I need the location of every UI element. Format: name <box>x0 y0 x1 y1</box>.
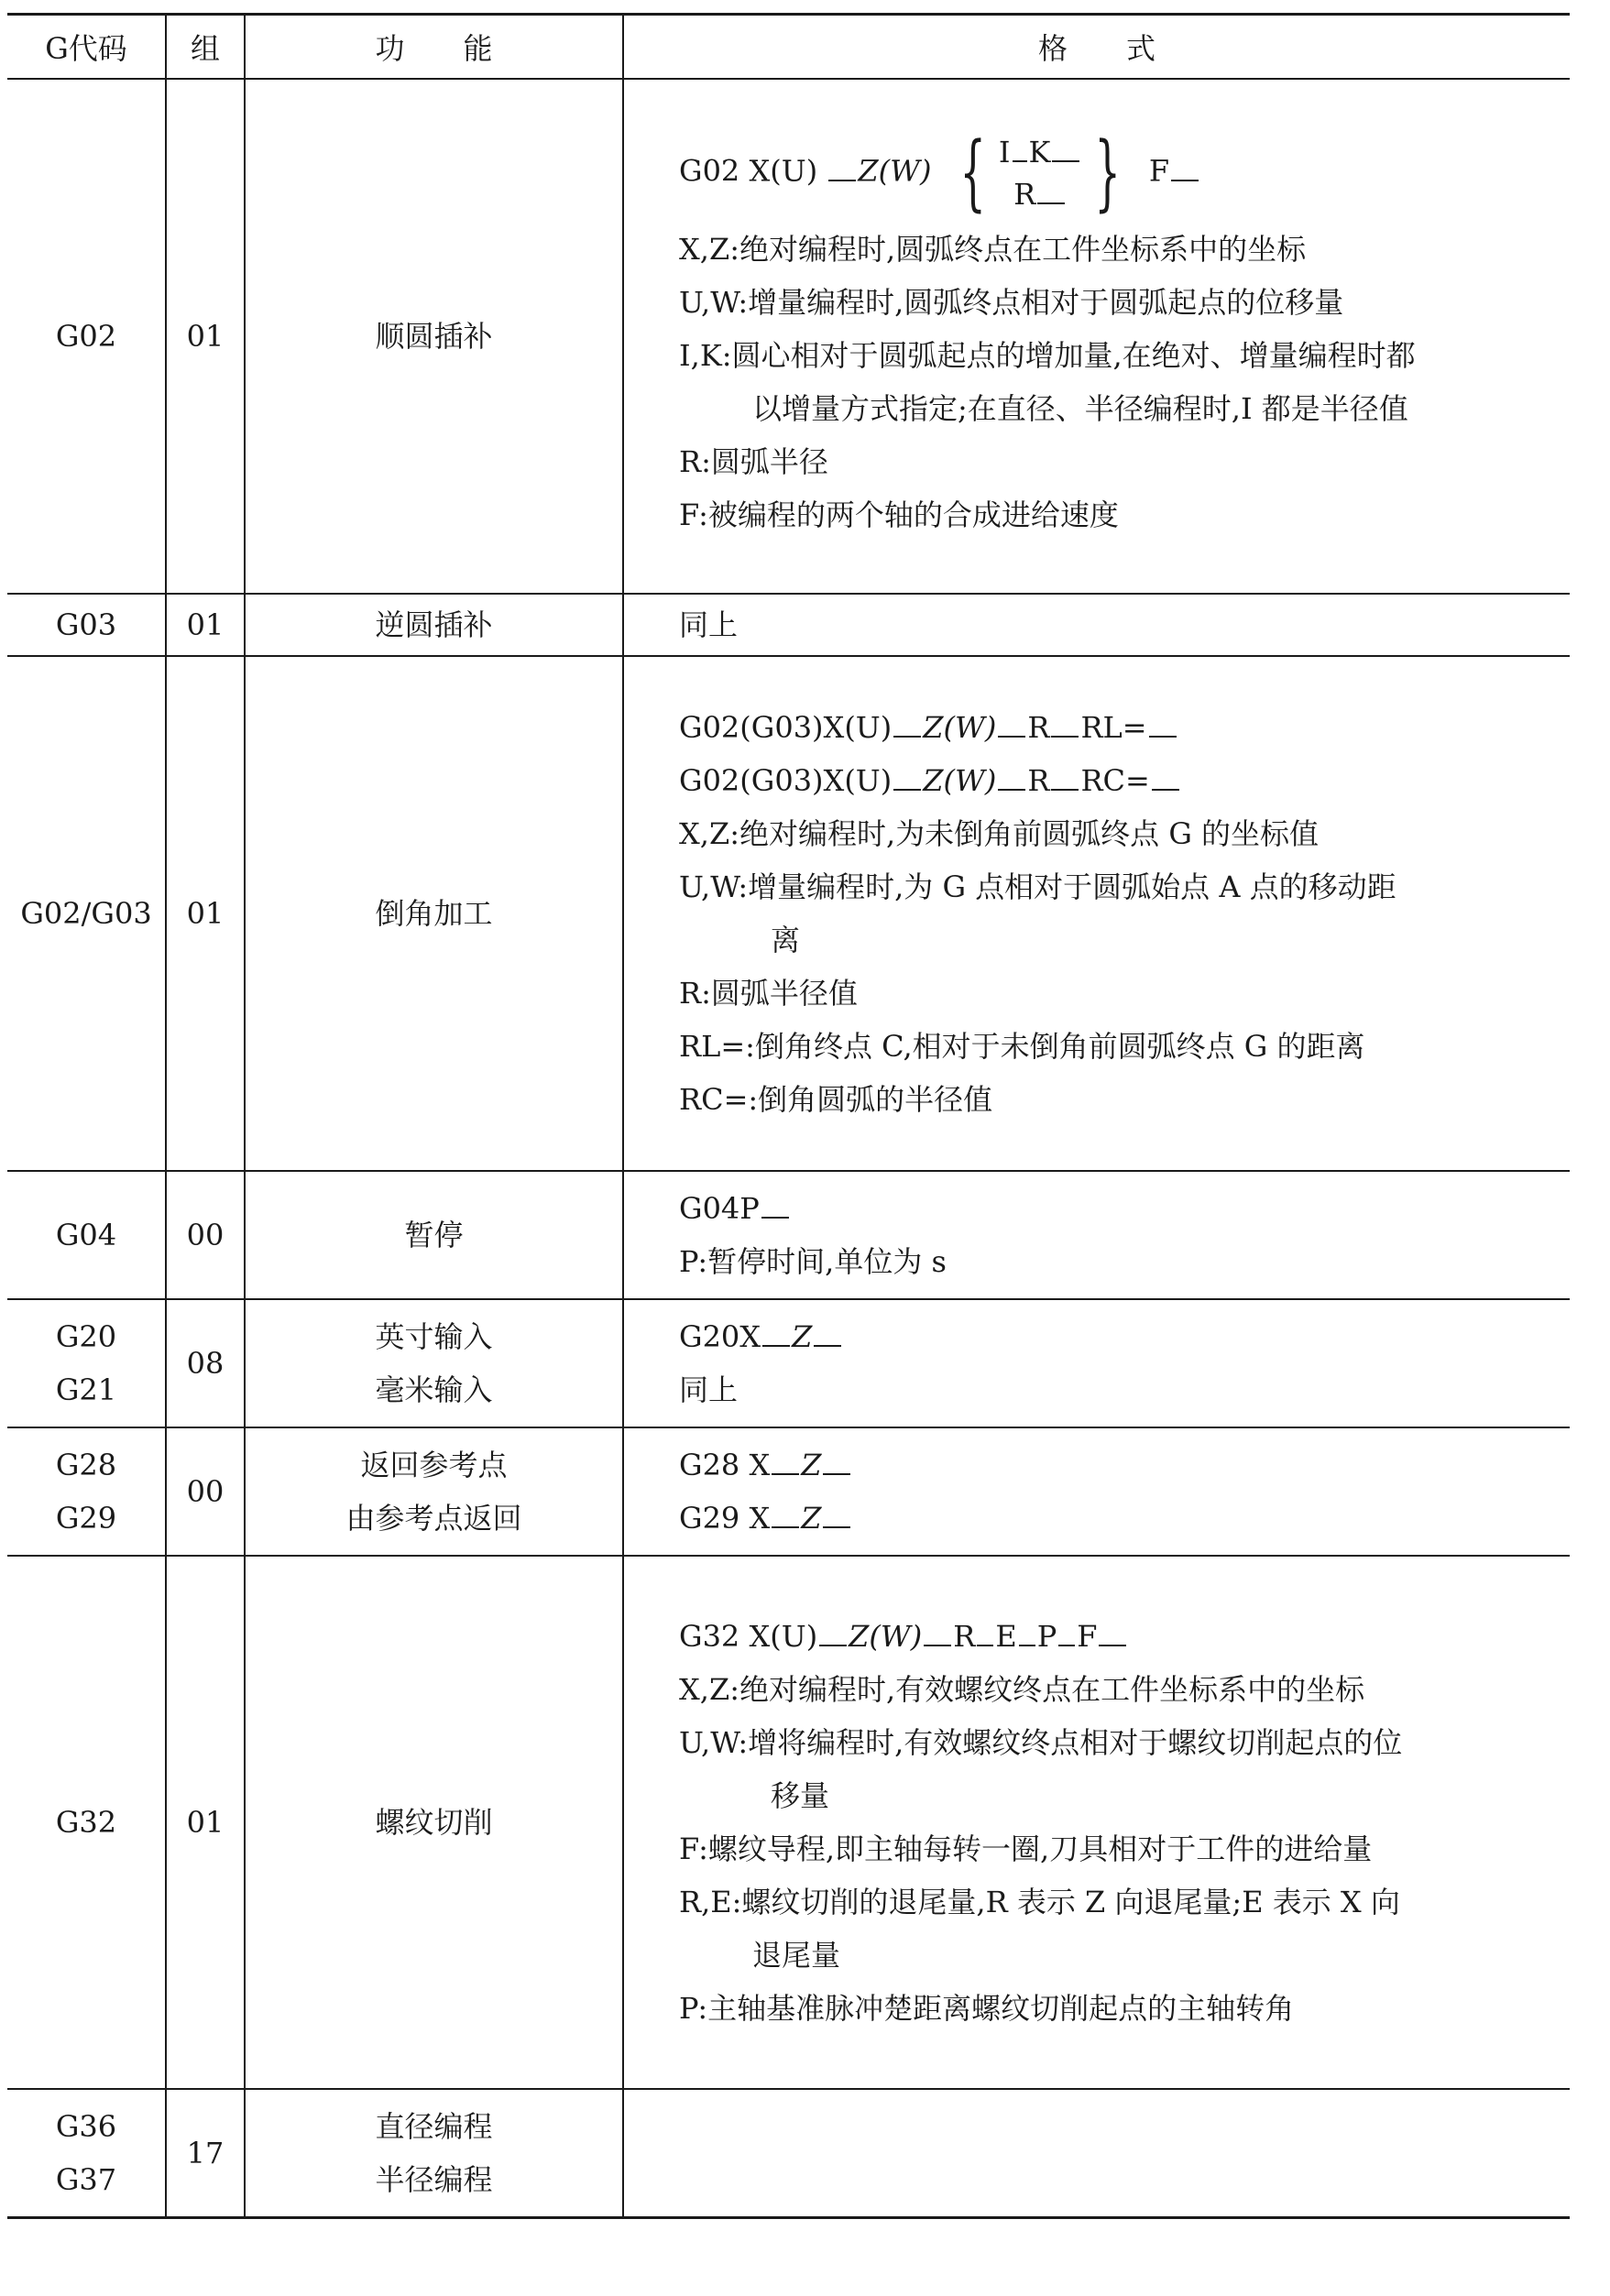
function-cell <box>245 2089 623 2218</box>
syntax-part: G02(G03)X(U) <box>679 710 893 745</box>
format-cell <box>623 2089 1570 2218</box>
syntax-part: Z(W) <box>849 1619 923 1654</box>
table-row <box>7 656 1570 1171</box>
arg-blank <box>1171 152 1199 181</box>
code-cell: G03 <box>7 594 166 656</box>
group-cell: 08 <box>166 1299 245 1427</box>
syntax-part: G32 X(U) <box>679 1619 818 1654</box>
format-line: 同上 <box>679 1372 739 1407</box>
group-cell: 01 <box>166 79 245 594</box>
format-line: R:圆弧半径 <box>679 444 828 479</box>
syntax-part: F <box>1148 153 1170 189</box>
header-code: G代码 <box>7 15 166 80</box>
function-cell <box>245 1427 623 1556</box>
table-row <box>7 1556 1570 2089</box>
syntax-part: Z(W) <box>858 153 932 189</box>
code-text: G36 <box>55 2109 117 2144</box>
arg-blank <box>828 152 856 181</box>
table-row <box>7 79 1570 594</box>
arg-blank <box>762 1317 790 1347</box>
syntax-part: Z(W) <box>923 763 997 798</box>
syntax-part: P <box>1036 1619 1057 1654</box>
format-line: I,K:圆心相对于圆弧起点的增加量,在绝对、增量编程时都 <box>679 338 1416 373</box>
format-line: P:主轴基准脉冲楚距离螺纹切削起点的主轴转角 <box>679 1991 1295 2026</box>
function-cell: 暂停 <box>245 1171 623 1299</box>
format-syntax <box>679 1182 1557 1235</box>
left-brace-icon: { <box>958 125 986 221</box>
code-cell: G02/G03 <box>7 656 166 1171</box>
format-line: 移量 <box>771 1778 830 1813</box>
syntax-part: G29 X <box>679 1501 771 1536</box>
group-cell: 01 <box>166 594 245 656</box>
syntax-part: Z <box>801 1501 822 1536</box>
format-line: X,Z:绝对编程时,有效螺纹终点在工件坐标系中的坐标 <box>679 1672 1365 1707</box>
arg-blank <box>1058 1617 1075 1646</box>
code-text: G20 <box>55 1319 117 1354</box>
code-cell: G04 <box>7 1171 166 1299</box>
format-cell <box>623 1299 1570 1427</box>
function-text: 返回参考点 <box>360 1448 508 1482</box>
function-text: 直径编程 <box>375 2109 493 2144</box>
arg-blank <box>823 1446 850 1475</box>
arg-blank <box>1149 708 1177 738</box>
arg-blank <box>1152 761 1179 791</box>
syntax-part: RC= <box>1080 763 1150 798</box>
code-text: G02 <box>55 319 117 354</box>
format-syntax <box>679 1492 1557 1545</box>
arg-blank <box>1037 175 1065 204</box>
format-line: F:被编程的两个轴的合成进给速度 <box>679 497 1119 532</box>
syntax-part: Z(W) <box>923 710 997 745</box>
g-code-table <box>7 13 1570 2219</box>
arg-blank <box>1099 1617 1126 1646</box>
format-syntax <box>679 1610 1557 1663</box>
group-cell: 00 <box>166 1171 245 1299</box>
arg-blank <box>1019 1617 1035 1646</box>
arg-blank <box>998 761 1025 791</box>
ik-top2: K <box>1028 135 1051 169</box>
code-cell <box>7 2089 166 2218</box>
arg-blank <box>823 1499 850 1528</box>
header-row <box>7 15 1570 80</box>
arg-blank <box>819 1617 847 1646</box>
syntax-part: R <box>953 1619 976 1654</box>
code-cell <box>7 1427 166 1556</box>
arg-blank <box>1051 708 1079 738</box>
header-group: 组 <box>166 15 245 80</box>
table-row <box>7 1299 1570 1427</box>
format-line: U,W:增量编程时,圆弧终点相对于圆弧起点的位移量 <box>679 285 1344 320</box>
arg-blank <box>814 1317 841 1347</box>
ik-bottom: R <box>1013 177 1036 212</box>
group-cell: 00 <box>166 1427 245 1556</box>
syntax-part: G28 X <box>679 1448 771 1482</box>
code-cell <box>7 1299 166 1427</box>
syntax-part: R <box>1027 710 1050 745</box>
function-text: 毫米输入 <box>375 1372 493 1407</box>
table-row <box>7 2089 1570 2218</box>
right-brace-icon: } <box>1094 125 1122 221</box>
syntax-part: Z <box>801 1448 822 1482</box>
function-cell: 逆圆插补 <box>245 594 623 656</box>
group-cell: 01 <box>166 656 245 1171</box>
syntax-part: RL= <box>1080 710 1147 745</box>
header-function: 功 能 <box>245 15 623 80</box>
group-cell: 17 <box>166 2089 245 2218</box>
function-text: 由参考点返回 <box>345 1501 522 1536</box>
syntax-part: G02(G03)X(U) <box>679 763 893 798</box>
format-line: RC=:倒角圆弧的半径值 <box>679 1082 993 1117</box>
format-syntax <box>679 754 1557 807</box>
arg-blank <box>761 1189 789 1219</box>
format-syntax <box>679 125 1557 221</box>
function-text: 顺圆插补 <box>375 319 493 354</box>
table-row <box>7 1171 1570 1299</box>
syntax-part: F <box>1077 1619 1098 1654</box>
table-row <box>7 594 1570 656</box>
arg-blank <box>772 1446 799 1475</box>
format-syntax <box>679 1310 1557 1363</box>
format-cell <box>623 1427 1570 1556</box>
format-syntax <box>679 1438 1557 1492</box>
format-line: R,E:螺纹切削的退尾量,R 表示 Z 向退尾量;E 表示 X 向 <box>679 1885 1400 1919</box>
syntax-part: G20X <box>679 1319 761 1354</box>
function-cell: 倒角加工 <box>245 656 623 1171</box>
syntax-part: E <box>995 1619 1017 1654</box>
code-text: G21 <box>55 1372 117 1407</box>
code-cell: G32 <box>7 1556 166 2089</box>
arg-blank <box>1013 133 1027 162</box>
format-line: X,Z:绝对编程时,为未倒角前圆弧终点 G 的坐标值 <box>679 816 1320 851</box>
arg-blank <box>998 708 1025 738</box>
arg-blank <box>977 1617 993 1646</box>
arg-blank <box>1051 761 1079 791</box>
format-line: U,W:增量编程时,为 G 点相对于圆弧始点 A 点的移动距 <box>679 869 1396 904</box>
arg-blank <box>893 761 921 791</box>
table-row <box>7 1427 1570 1556</box>
arg-blank <box>772 1499 799 1528</box>
format-line: R:圆弧半径值 <box>679 976 858 1011</box>
function-cell <box>245 1299 623 1427</box>
code-text: G28 <box>55 1448 117 1482</box>
format-line: U,W:增将编程时,有效螺纹终点相对于螺纹切削起点的位 <box>679 1725 1403 1760</box>
format-cell <box>623 79 1570 594</box>
group-cell: 01 <box>166 1556 245 2089</box>
function-text: 半径编程 <box>375 2162 493 2197</box>
syntax-part: R <box>1027 763 1050 798</box>
format-cell <box>623 656 1570 1171</box>
format-line: 离 <box>771 923 801 957</box>
function-cell: 螺纹切削 <box>245 1556 623 2089</box>
function-text: 英寸输入 <box>375 1319 493 1354</box>
format-line: P:暂停时间,单位为 s <box>679 1244 947 1279</box>
syntax-part: Z <box>792 1319 813 1354</box>
format-line: 以增量方式指定;在直径、半径编程时,I 都是半径值 <box>752 391 1408 426</box>
syntax-part: G02 X(U) <box>679 153 818 189</box>
header-format: 格 式 <box>623 15 1570 80</box>
format-line: 同上 <box>679 607 739 642</box>
ik-stack <box>999 131 1082 215</box>
arg-blank <box>924 1617 951 1646</box>
arg-blank <box>893 708 921 738</box>
ik-top: I <box>998 135 1011 169</box>
ik-r-choice <box>947 125 1134 221</box>
arg-blank <box>1052 133 1079 162</box>
format-cell <box>623 594 1570 656</box>
code-cell <box>7 79 166 594</box>
format-line: F:螺纹导程,即主轴每转一圈,刀具相对于工件的进给量 <box>679 1831 1373 1866</box>
format-line: RL=:倒角终点 C,相对于未倒角前圆弧终点 G 的距离 <box>679 1029 1365 1064</box>
function-cell <box>245 79 623 594</box>
format-cell <box>623 1556 1570 2089</box>
format-syntax <box>679 701 1557 754</box>
code-text: G37 <box>55 2162 117 2197</box>
format-line: X,Z:绝对编程时,圆弧终点在工件坐标系中的坐标 <box>679 232 1307 267</box>
format-line: 退尾量 <box>752 1938 841 1973</box>
code-text: G29 <box>55 1501 117 1536</box>
syntax-part: G04P <box>679 1191 760 1226</box>
format-cell <box>623 1171 1570 1299</box>
